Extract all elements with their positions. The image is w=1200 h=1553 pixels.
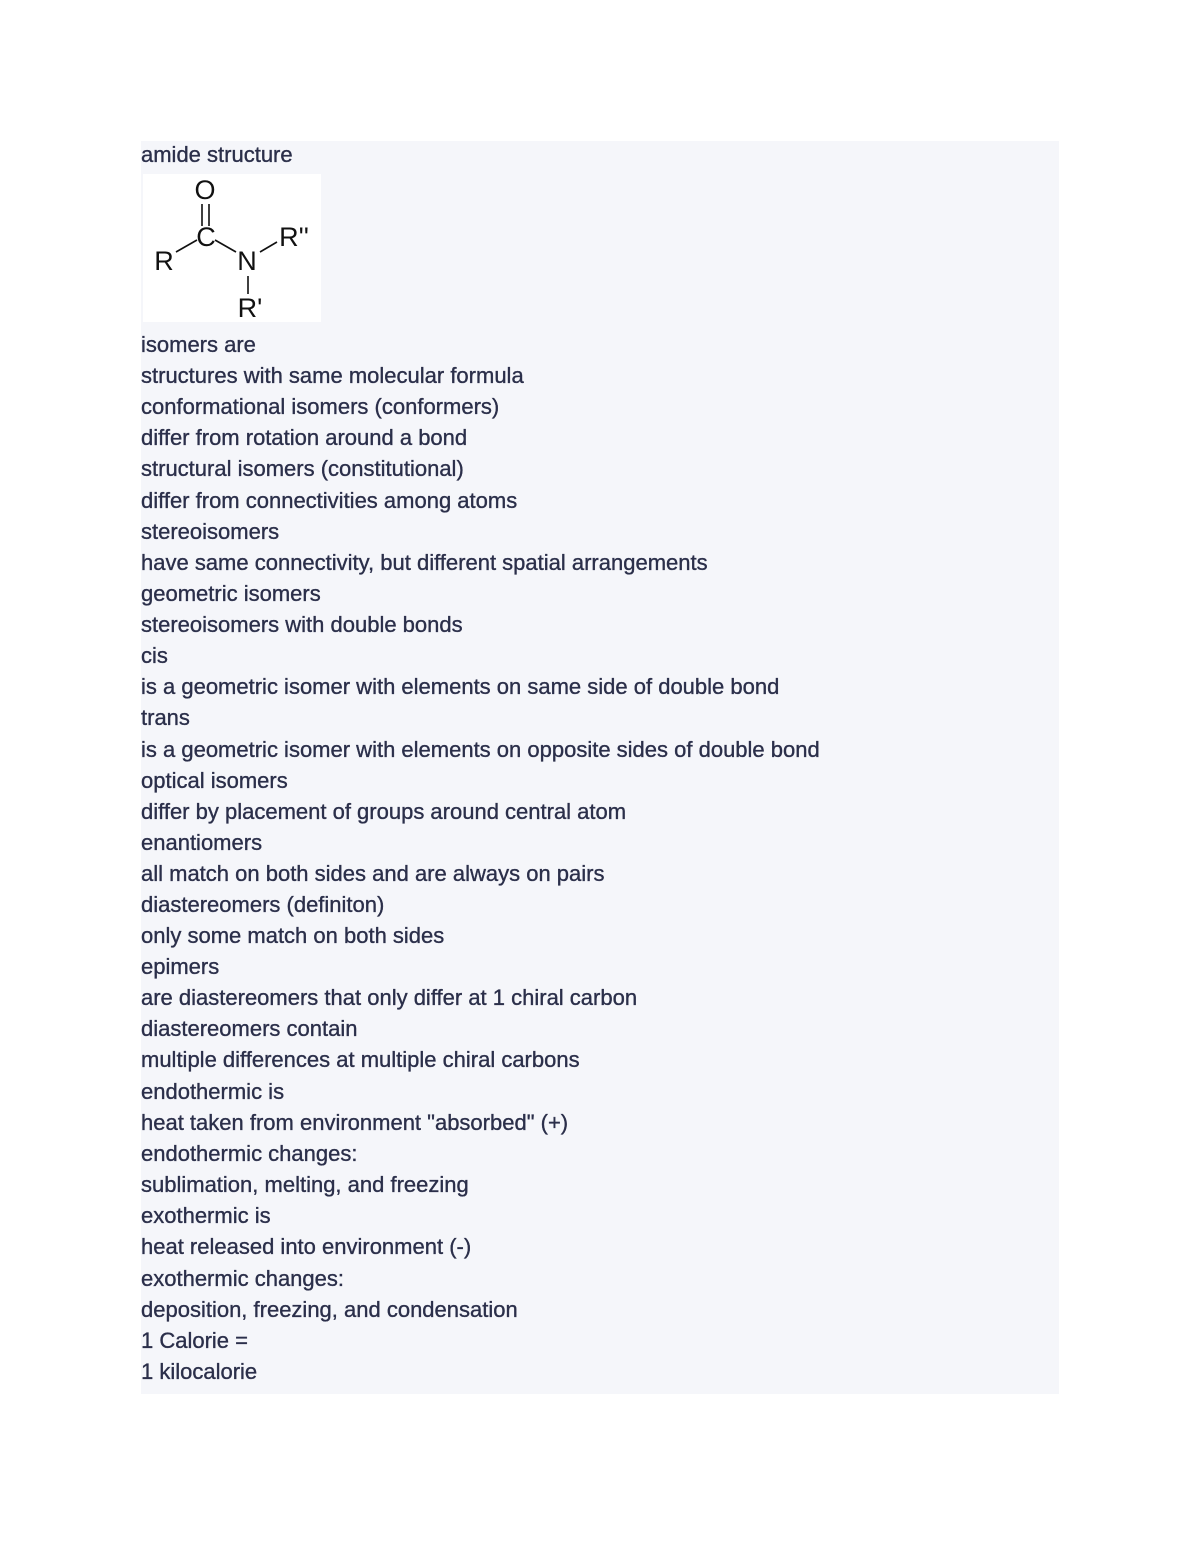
carbon-atom-label: C bbox=[196, 222, 216, 252]
note-line-14: trans bbox=[141, 705, 190, 730]
note-line-18: enantiomers bbox=[141, 830, 263, 855]
note-line-23: are diastereomers that only differ at 1 chiral carbon bbox=[141, 985, 638, 1010]
note-line-10: geometric isomers bbox=[141, 581, 321, 606]
note-line-1: amide structure bbox=[141, 142, 293, 167]
note-line-9: have same connectivity, but different spatial arrangements bbox=[141, 550, 708, 575]
note-line-4: conformational isomers (conformers) bbox=[141, 394, 500, 419]
note-line-7: differ from connectivities among atoms bbox=[141, 488, 518, 513]
carbon-nitrogen-bond bbox=[215, 240, 236, 252]
note-line-3: structures with same molecular formula bbox=[141, 363, 524, 388]
amide-structure-image bbox=[143, 174, 321, 322]
r-double-prime-group-label: R'' bbox=[279, 222, 309, 252]
nitrogen-atom-label: N bbox=[237, 246, 257, 276]
note-line-2: isomers are bbox=[141, 332, 256, 357]
r-prime-group-label: R' bbox=[237, 293, 263, 322]
note-line-6: structural isomers (constitutional) bbox=[141, 456, 464, 481]
note-line-20: diastereomers (definiton) bbox=[141, 892, 385, 917]
note-line-27: heat taken from environment "absorbed" (+) bbox=[141, 1110, 569, 1135]
note-line-35: 1 kilocalorie bbox=[141, 1359, 258, 1384]
note-line-28: endothermic changes: bbox=[141, 1141, 358, 1166]
note-line-16: optical isomers bbox=[141, 768, 288, 793]
note-line-30: exothermic is bbox=[141, 1203, 271, 1228]
note-line-19: all match on both sides and are always on pairs bbox=[141, 861, 605, 886]
note-line-5: differ from rotation around a bond bbox=[141, 425, 468, 450]
note-line-8: stereoisomers bbox=[141, 519, 280, 544]
note-line-33: deposition, freezing, and condensation bbox=[141, 1297, 518, 1322]
note-line-31: heat released into environment (-) bbox=[141, 1234, 472, 1259]
amide-structure-diagram bbox=[143, 174, 321, 322]
note-line-11: stereoisomers with double bonds bbox=[141, 612, 463, 637]
note-line-12: cis bbox=[141, 643, 168, 668]
nitrogen-r-double-prime-bond bbox=[260, 242, 277, 252]
note-line-22: epimers bbox=[141, 954, 220, 979]
note-line-32: exothermic changes: bbox=[141, 1266, 344, 1291]
note-line-24: diastereomers contain bbox=[141, 1016, 358, 1041]
note-line-25: multiple differences at multiple chiral carbons bbox=[141, 1047, 580, 1072]
note-line-29: sublimation, melting, and freezing bbox=[141, 1172, 469, 1197]
r-group-label: R bbox=[154, 246, 174, 276]
note-line-17: differ by placement of groups around central atom bbox=[141, 799, 627, 824]
note-line-15: is a geometric isomer with elements on opposite sides of double bond bbox=[141, 737, 820, 762]
note-line-21: only some match on both sides bbox=[141, 923, 445, 948]
note-line-26: endothermic is bbox=[141, 1079, 285, 1104]
note-line-34: 1 Calorie = bbox=[141, 1328, 249, 1353]
note-line-13: is a geometric isomer with elements on same side of double bond bbox=[141, 674, 780, 699]
oxygen-atom-label: O bbox=[194, 175, 216, 205]
r-carbon-bond bbox=[176, 240, 197, 252]
